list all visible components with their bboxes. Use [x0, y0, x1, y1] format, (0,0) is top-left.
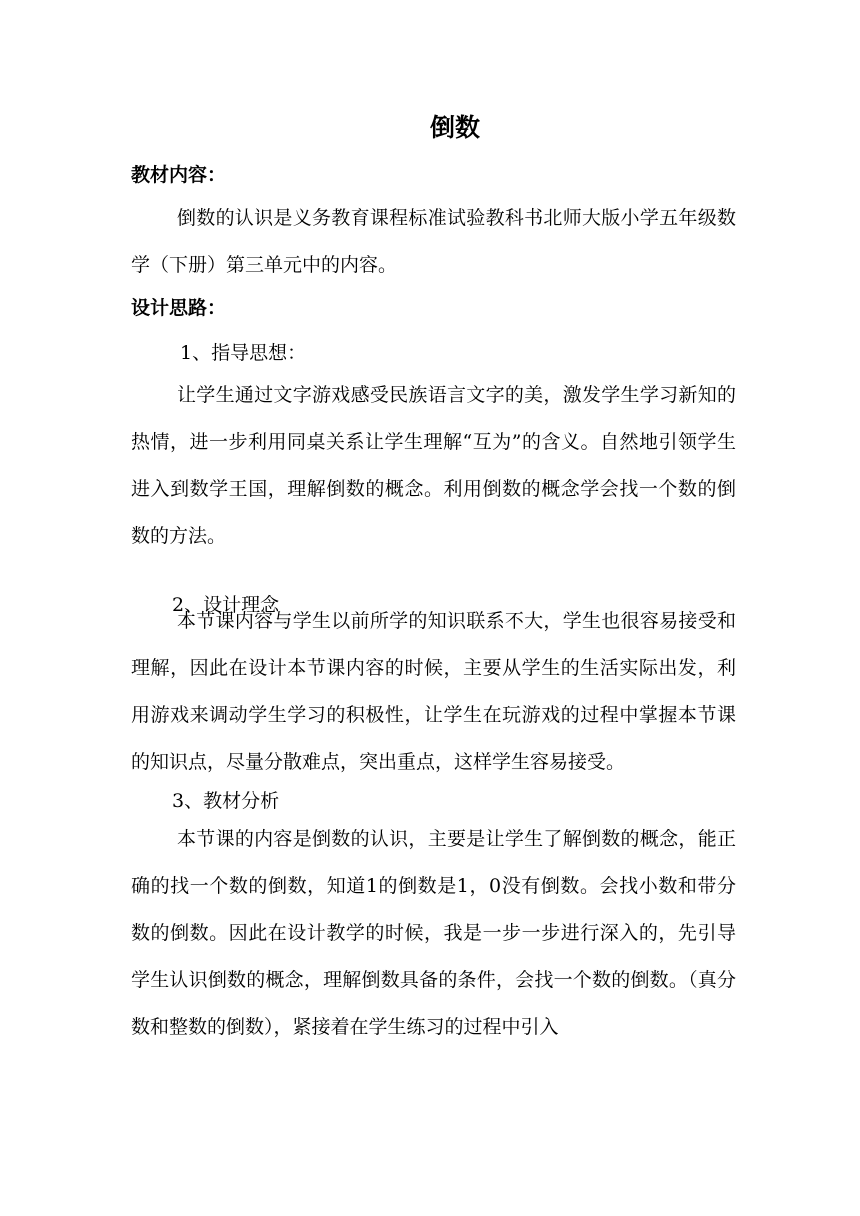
item-paragraph-guiding-idea: 让学生通过文字游戏感受民族语言文字的美，激发学生学习新知的热情，进一步利用同桌关系让学生理解“互为”的含义。自然地引领学生进入到数学王国，理解倒数的概念。利用倒数的概念学会找一个数的倒数的方法。 — [131, 384, 736, 547]
item-heading-guiding-idea: 1、指导思想： — [180, 342, 307, 364]
item-heading-design-concept: 2、设计理念 — [172, 594, 280, 616]
item-heading-material-analysis: 3、教材分析 — [172, 790, 280, 812]
section-paragraph-content: 倒数的认识是义务教育课程标准试验教科书北师大版小学五年级数学（下册）第三单元中的内容。 — [131, 207, 736, 276]
document-title: 倒数 — [429, 113, 480, 142]
section-heading-content: 教材内容： — [131, 164, 227, 186]
section-heading-design: 设计思路： — [131, 297, 227, 319]
item-paragraph-material-analysis: 本节课的内容是倒数的认识，主要是让学生了解倒数的概念，能正确的找一个数的倒数，知道1的倒数是1，0没有倒数。会找小数和带分数的倒数。因此在设计教学的时候，我是一步一步进行深入的，先引导学生认识倒数的概念，理解倒数具备的条件，会找一个数的倒数。（真分数和整数的倒数），紧接着在学生练习的过程中引入 — [131, 828, 736, 1038]
item-paragraph-design-concept: 本节课内容与学生以前所学的知识联系不大，学生也很容易接受和理解，因此在设计本节课内容的时候，主要从学生的生活实际出发，利用游戏来调动学生学习的积极性，让学生在玩游戏的过程中掌握本节课的知识点，尽量分散难点，突出重点，这样学生容易接受。 — [131, 610, 736, 773]
